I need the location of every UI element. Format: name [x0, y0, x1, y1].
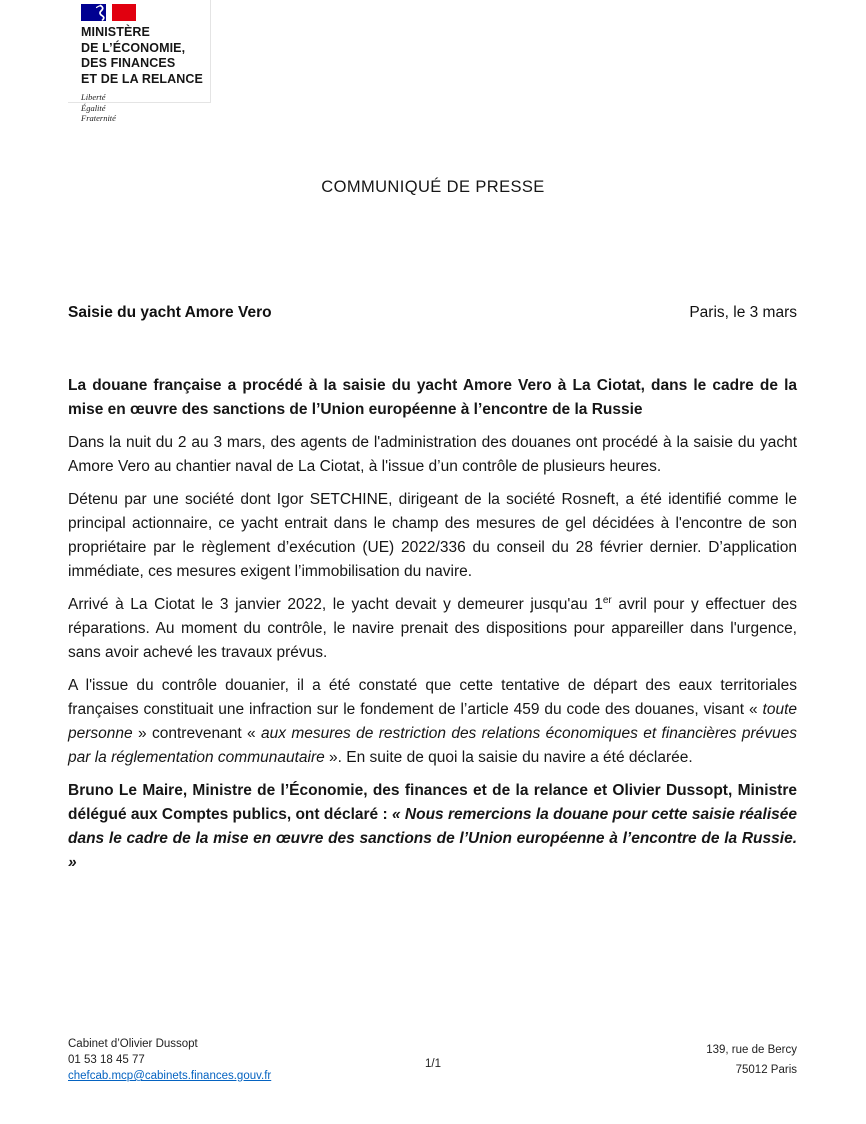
paragraph-1: Dans la nuit du 2 au 3 mars, des agents de l'administration des douanes ont procédé à la saisie du yacht Amore Vero au chantier naval de La Ciotat, à l'issue d’un contrôle de plusieurs heures. — [68, 434, 797, 475]
address-city: 75012 Paris — [735, 1064, 797, 1076]
ministry-name — [81, 25, 210, 87]
republic-motto — [81, 92, 210, 124]
headline-row — [68, 304, 797, 322]
paragraph-4-text: A l'issue du contrôle douanier, il a été constaté que cette tentative de départ des eaux territoriales françaises constituait une infraction sur le fondement de l’article 459 du code des douanes, visant « — [68, 677, 797, 718]
paragraph-2: Détenu par une société dont Igor SETCHINE, dirigeant de la société Rosneft, a été identifié comme le principal actionnaire, ce yacht entrait dans le champ des mesures de gel décidées à l'encontre de son propriétaire par le règlement d’exécution (UE) 2022/336 du conseil du 28 février dernier. D’application immédiate, ces mesures exigent l’immobilisation du navire. — [68, 491, 797, 580]
ministry-name-line: DE L’ÉCONOMIE, — [81, 40, 186, 55]
ministry-name-line: MINISTÈRE — [81, 25, 150, 39]
lead-paragraph: La douane française a procédé à la saisie du yacht Amore Vero à La Ciotat, dans le cadre de la mise en œuvre des sanctions de l’Union européenne à l’encontre de la Russie — [68, 377, 797, 418]
ministry-logo — [68, 0, 211, 123]
paragraph-4-text: » contrevenant « — [132, 725, 261, 742]
doc-type-title: COMMUNIQUÉ DE PRESSE — [321, 178, 545, 196]
statement-intro: Bruno Le Maire, Ministre de l’Économie, des finances et de la relance et Olivier Dussopt, Ministre délégué aux Comptes publics, ont déclaré : — [68, 782, 797, 823]
paragraph-3-text: Arrivé à La Ciotat le 3 janvier 2022, le yacht devait y demeurer jusqu'au 1 — [68, 596, 603, 613]
press-release-title: Saisie du yacht Amore Vero — [68, 304, 272, 321]
paragraph-4 — [68, 674, 797, 770]
ordinal-superscript: er — [602, 594, 612, 606]
ministry-name-line: ET DE LA RELANCE — [81, 71, 203, 86]
footer-address — [706, 1040, 797, 1080]
paragraph-3-text: avril pour y effectuer des réparations. Au moment du contrôle, le navire prenait des dispositions pour appareiller dans l'urgence, sans avoir achevé les travaux prévus. — [68, 596, 798, 661]
motto-line: Fraternité — [81, 113, 116, 123]
page-number: 1/1 — [425, 1058, 441, 1070]
contact-phone: 01 53 18 45 77 — [68, 1054, 145, 1066]
motto-line: Liberté — [81, 92, 106, 102]
french-flag-marianne-icon — [81, 4, 136, 21]
ministers-statement-paragraph — [68, 779, 797, 875]
dateline: Paris, le 3 mars — [689, 304, 797, 321]
address-street: 139, rue de Bercy — [706, 1044, 797, 1056]
contact-email-link[interactable]: chefcab.mcp@cabinets.finances.gouv.fr — [68, 1070, 272, 1082]
paragraph-3 — [68, 593, 797, 665]
ministry-name-line: DES FINANCES — [81, 56, 176, 70]
contact-name: Cabinet d’Olivier Dussopt — [68, 1038, 198, 1050]
body-content — [68, 374, 797, 884]
ministers-quote: « Nous remercions la douane pour cette saisie réalisée dans le cadre de la mise en œuvre des sanctions de l’Union européenne à l’encontre de la Russie. » — [68, 806, 797, 871]
paragraph-4-text: ». En suite de quoi la saisie du navire a été déclarée. — [324, 749, 693, 766]
quoted-legal-text: aux mesures de restriction des relations économiques et financières prévues par la réglementation communautaire — [68, 725, 797, 766]
motto-line: Égalité — [81, 102, 106, 113]
quoted-legal-term: toute personne — [68, 701, 797, 742]
